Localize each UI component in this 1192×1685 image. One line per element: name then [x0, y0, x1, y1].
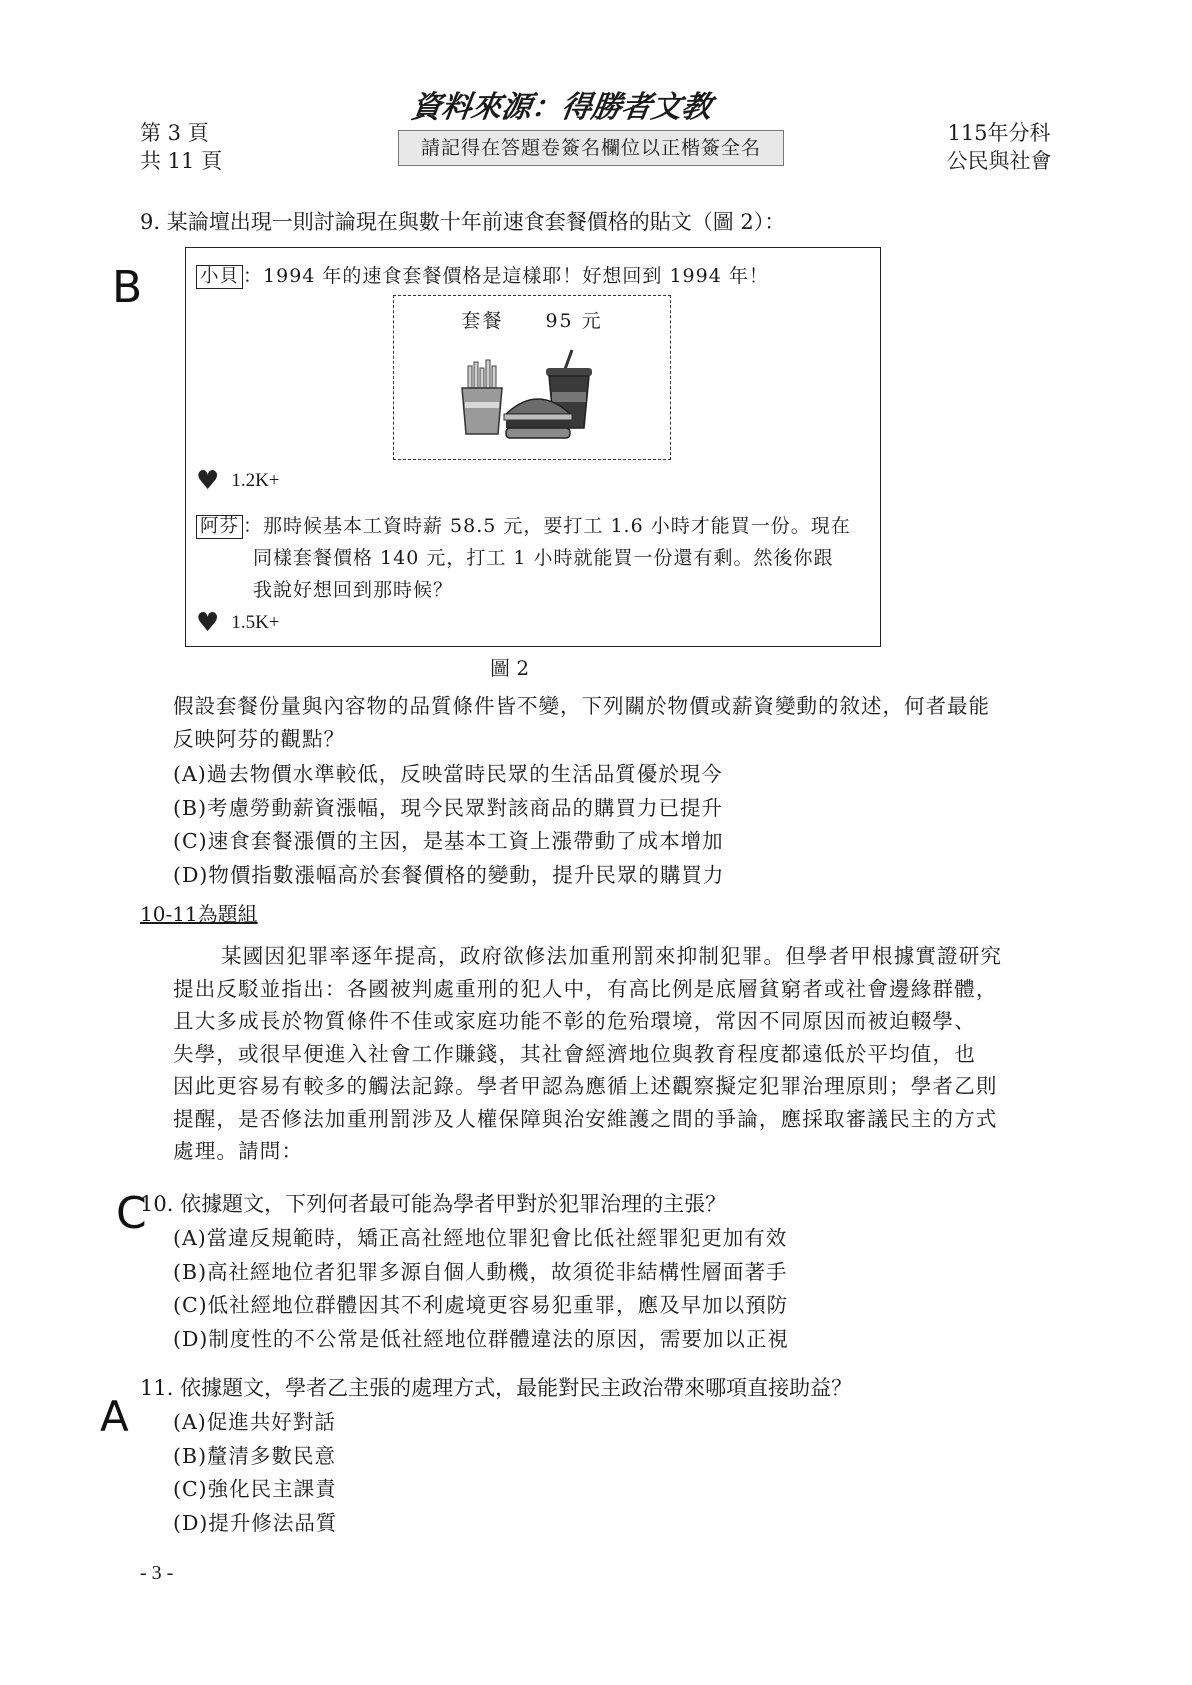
q9-stem: 9. 某論壇出現一則討論現在與數十年前速食套餐價格的貼文（圖 2）： [140, 210, 786, 234]
fast-food-meal-icon [454, 348, 614, 448]
post2-text-line2: 同樣套餐價格 140 元，打工 1 小時就能買一份還有剩。然後你跟 [253, 547, 834, 569]
post2-line1 [196, 510, 851, 542]
heart-icon: ♥ [196, 608, 220, 638]
q10-option-b[interactable]: (B)高社經地位者犯罪多源自個人動機，故須從非結構性層面著手 [173, 1259, 788, 1284]
question-group-title: 10-11為題組 [140, 902, 258, 926]
forum-post-figure [185, 247, 881, 647]
figure-caption: 圖 2 [490, 656, 530, 680]
post2-likes: 1.5K+ [231, 612, 280, 633]
q9-options [173, 758, 724, 892]
heart-icon: ♥ [196, 466, 220, 496]
q10-handwritten-answer: C [116, 1188, 147, 1239]
q10-option-a[interactable]: (A)當違反規範時，矯正高社經地位罪犯會比低社經罪犯更加有效 [173, 1226, 788, 1250]
q9-question-line1: 假設套餐份量與內容物的品質條件皆不變，下列關於物價或薪資變動的敘述，何者最能 [173, 694, 990, 718]
q10-options [173, 1222, 789, 1356]
signing-reminder-banner: 請記得在答題卷簽名欄位以正楷簽全名 [398, 130, 784, 166]
q9-option-b[interactable]: (B)考慮勞動薪資漲幅，現今民眾對該商品的購買力已提升 [173, 795, 724, 820]
post1-line [196, 260, 769, 292]
q9-question-line2: 反映阿芬的觀點？ [173, 727, 345, 751]
exam-year: 115年分科 [947, 121, 1051, 145]
passage-line: 且大多成長於物質條件不佳或家庭功能不彰的危殆環境，常因不同原因而被迫輟學、 [173, 1009, 976, 1033]
passage-line: 提出反駁並指出：各國被判處重刑的犯人中，有高比例是底層貧窮者或社會邊緣群體， [173, 976, 998, 1001]
passage-line: 某國因犯罪率逐年提高，政府欲修法加重刑罰來抑制犯罪。但學者甲根據實證研究 [221, 944, 1003, 968]
passage-line: 失學，或很早便進入社會工作賺錢，其社會經濟地位與教育程度都遠低於平均值，也 [173, 1041, 976, 1066]
page-number: 第 3 頁 [140, 121, 209, 145]
post1-likes: 1.2K+ [231, 470, 280, 491]
post2-username: 阿芬 [196, 515, 243, 539]
subject: 公民與社會 [946, 149, 1052, 173]
meal-image-card [393, 295, 671, 460]
q11-option-a[interactable]: (A)促進共好對話 [173, 1410, 336, 1434]
post2-text-line3: 我說好想回到那時候？ [253, 579, 454, 601]
q9-option-c[interactable]: (C)速食套餐漲價的主因，是基本工資上漲帶動了成本增加 [173, 829, 724, 853]
meal-label: 套餐 [461, 310, 504, 332]
passage-line: 處理。請問： [173, 1139, 304, 1163]
q11-handwritten-answer: A [100, 1392, 129, 1441]
group-passage [173, 940, 1053, 1168]
meal-price: 95 元 [545, 310, 603, 332]
page-total: 共 11 頁 [140, 149, 223, 173]
q11-option-c[interactable]: (C)強化民主課責 [173, 1477, 337, 1501]
q10-stem: 10. 依據題文，下列何者最可能為學者甲對於犯罪治理的主張？ [140, 1192, 727, 1216]
post2-text-line1: ：那時候基本工資時薪 58.5 元，要打工 1.6 小時才能買一份。現在 [243, 515, 851, 537]
q9-option-a[interactable]: (A)過去物價水準較低，反映當時民眾的生活品質優於現今 [173, 762, 723, 786]
q11-options [173, 1406, 337, 1540]
passage-line: 提醒，是否修法加重刑罰涉及人權保障與治安維護之間的爭論，應採取審議民主的方式 [173, 1106, 998, 1131]
q11-stem: 11. 依據題文，學者乙主張的處理方式，最能對民主政治帶來哪項直接助益？ [140, 1376, 853, 1400]
handwritten-source-note: 資料來源：得勝者文教 [409, 90, 714, 125]
q10-option-c[interactable]: (C)低社經地位群體因其不利處境更容易犯重罪，應及早加以預防 [173, 1293, 789, 1317]
post1-text: ：1994 年的速食套餐價格是這樣耶！好想回到 1994 年！ [243, 265, 769, 287]
page-footer-number: - 3 - [140, 1562, 174, 1584]
q11-option-d[interactable]: (D)提升修法品質 [173, 1510, 338, 1535]
q10-option-d[interactable]: (D)制度性的不公常是低社經地位群體違法的原因，需要加以正視 [173, 1326, 789, 1351]
q9-option-d[interactable]: (D)物價指數漲幅高於套餐價格的變動，提升民眾的購買力 [173, 862, 725, 887]
q11-option-b[interactable]: (B)釐清多數民意 [173, 1443, 337, 1468]
post1-username: 小貝 [196, 265, 243, 289]
passage-line: 因此更容易有較多的觸法記錄。學者甲認為應循上述觀察擬定犯罪治理原則；學者乙則 [173, 1074, 998, 1098]
q9-handwritten-answer: B [112, 262, 143, 313]
